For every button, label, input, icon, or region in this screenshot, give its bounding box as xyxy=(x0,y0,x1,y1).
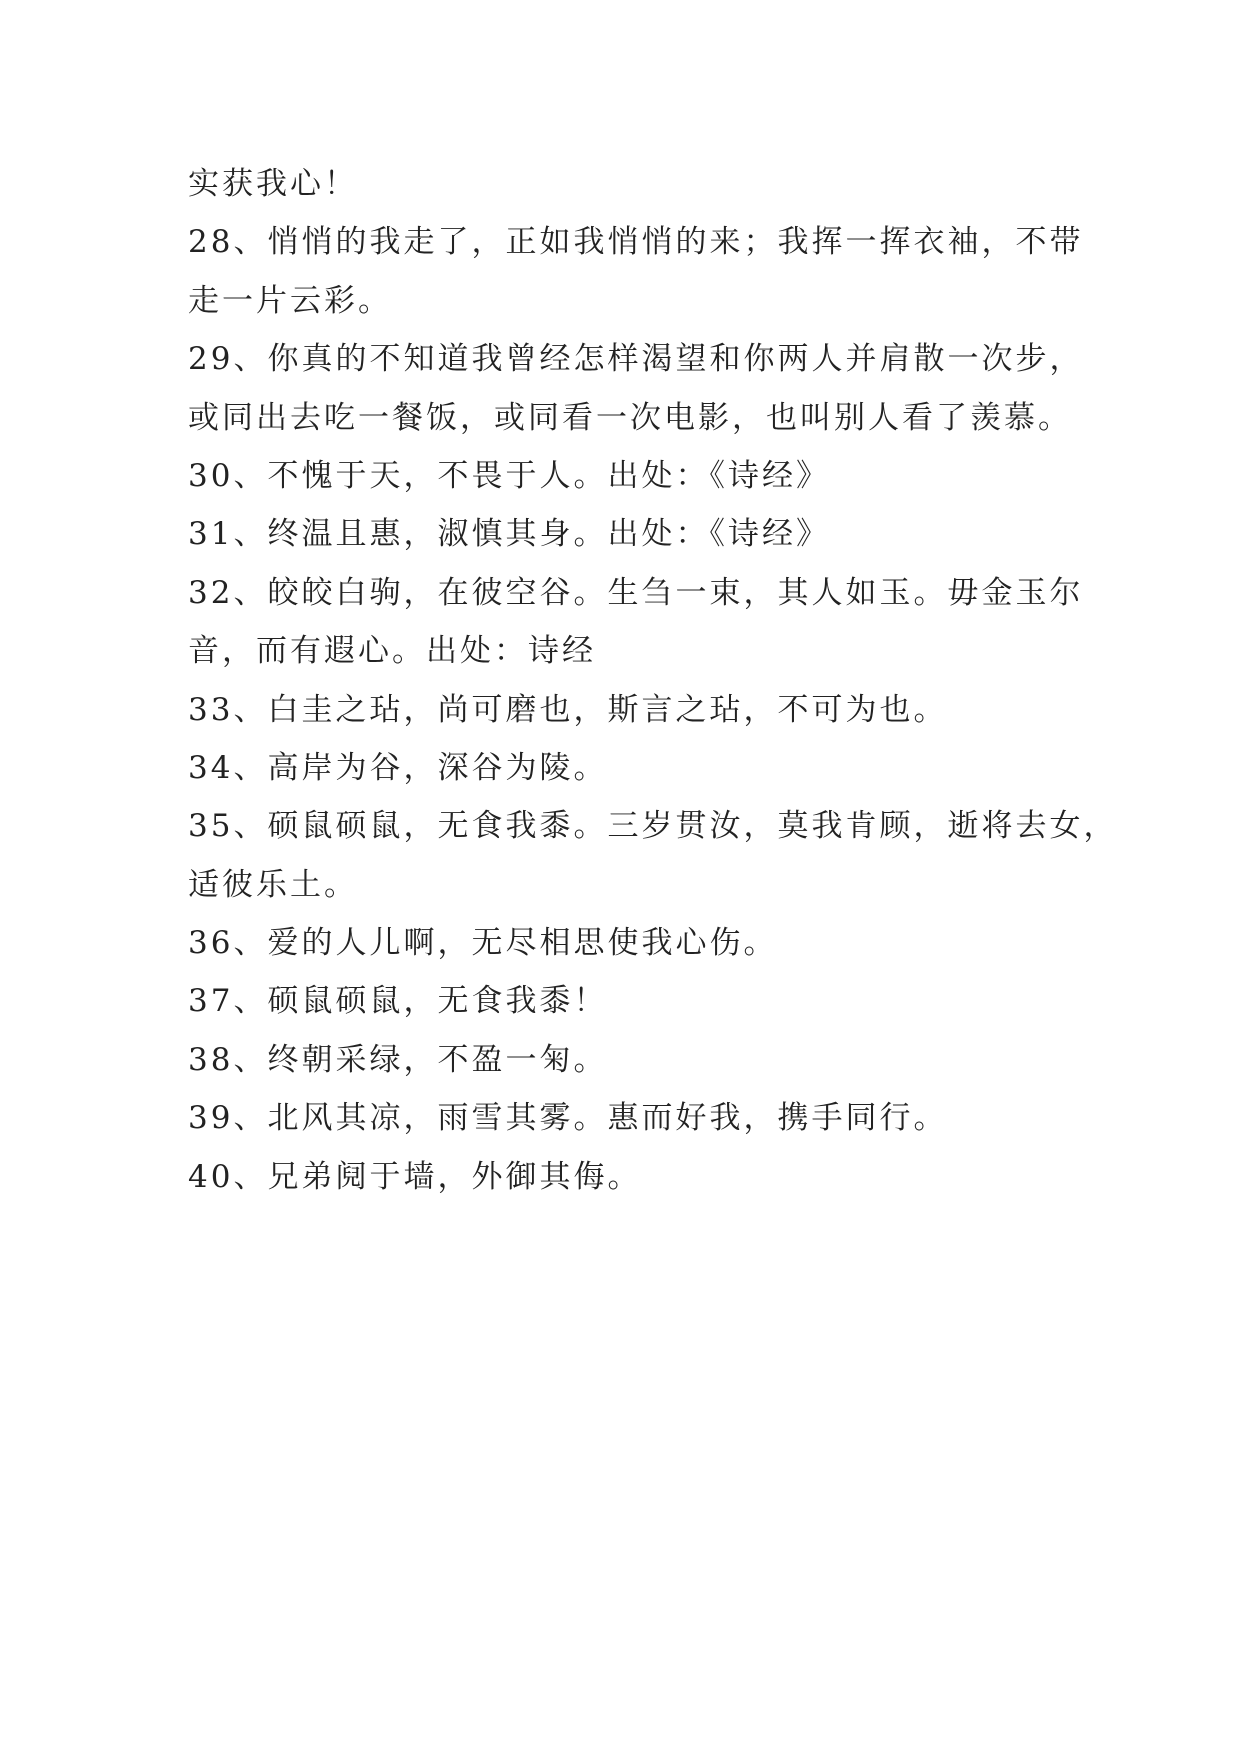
text-line: 35、硕鼠硕鼠，无食我黍。三岁贯汝，莫我肯顾，逝将去女， xyxy=(188,808,1118,845)
text-line: 33、白圭之玷，尚可磨也，斯言之玷，不可为也。 xyxy=(188,691,948,728)
text-line: 实获我心！ xyxy=(188,166,358,202)
text-line: 31、终温且惠，淑慎其身。出处：《诗经》 xyxy=(188,516,830,553)
text-line: 音，而有遐心。出处：诗经 xyxy=(188,633,596,670)
text-line: 30、不愧于天，不畏于人。出处：《诗经》 xyxy=(188,457,830,494)
text-line: 36、爱的人儿啊，无尽相思使我心伤。 xyxy=(188,925,778,962)
text-line: 29、你真的不知道我曾经怎样渴望和你两人并肩散一次步， xyxy=(188,341,1084,378)
text-line: 适彼乐土。 xyxy=(188,866,358,903)
text-line: 40、兄弟阋于墙，外御其侮。 xyxy=(188,1158,642,1195)
text-line: 走一片云彩。 xyxy=(188,282,392,319)
text-line: 38、终朝采绿，不盈一匊。 xyxy=(188,1041,608,1078)
text-line: 32、皎皎白驹，在彼空谷。生刍一束，其人如玉。毋金玉尔 xyxy=(188,574,1084,611)
document-body xyxy=(188,155,1118,1206)
text-line: 39、北风其凉，雨雪其雾。惠而好我，携手同行。 xyxy=(188,1100,948,1137)
text-line: 37、硕鼠硕鼠，无食我黍！ xyxy=(188,983,608,1020)
text-line: 28、悄悄的我走了，正如我悄悄的来；我挥一挥衣袖，不带 xyxy=(188,224,1084,261)
text-line: 或同出去吃一餐饭，或同看一次电影，也叫别人看了羡慕。 xyxy=(188,399,1072,436)
text-line: 34、高岸为谷，深谷为陵。 xyxy=(188,749,608,786)
